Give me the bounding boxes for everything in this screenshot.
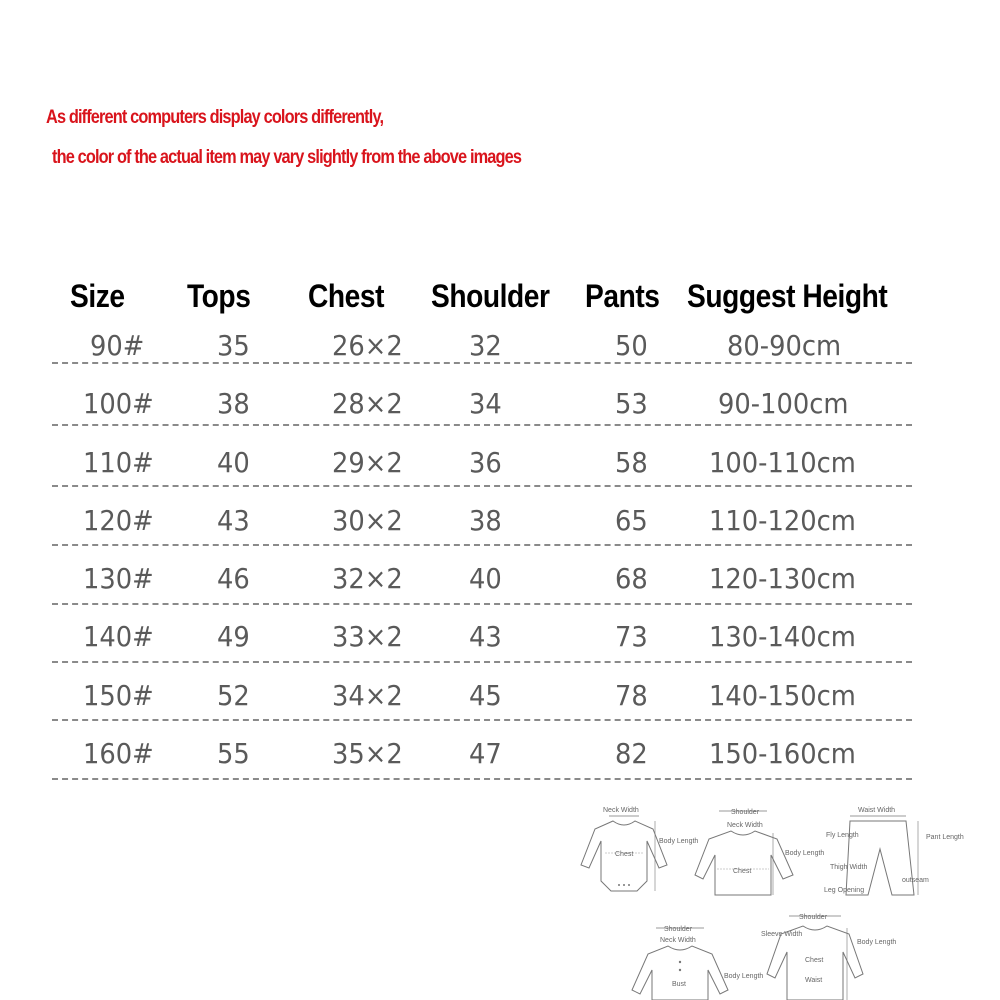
cell-size: 140#	[83, 620, 154, 653]
cell-size: 90#	[90, 329, 145, 362]
cell-tops: 35	[217, 329, 250, 362]
romper-waist-label: Waist	[805, 977, 823, 984]
table-row	[0, 679, 1000, 737]
cell-shoulder: 47	[469, 737, 502, 770]
cell-height: 100-110cm	[709, 446, 856, 479]
cell-chest: 28×2	[332, 387, 403, 420]
cell-height: 140-150cm	[709, 679, 856, 712]
cell-chest: 30×2	[332, 504, 403, 537]
pants-pant-length-label: Pant Length	[926, 834, 964, 841]
top-shoulder-label: Shoulder	[731, 809, 760, 816]
header-tops: Tops	[187, 278, 251, 314]
table-row	[0, 737, 1000, 795]
cell-height: 110-120cm	[709, 504, 856, 537]
cell-shoulder: 40	[469, 562, 502, 595]
cell-pants: 58	[615, 446, 648, 479]
romper-chest-label: Chest	[805, 957, 824, 964]
cell-shoulder: 38	[469, 504, 502, 537]
header-suggest-height: Suggest Height	[687, 278, 888, 314]
bodysuit-chest-label: Chest	[615, 851, 634, 858]
cell-chest: 34×2	[332, 679, 403, 712]
cell-size: 120#	[83, 504, 154, 537]
row-divider	[52, 603, 912, 605]
cell-shoulder: 34	[469, 387, 502, 420]
table-row	[0, 504, 1000, 562]
cell-shoulder: 43	[469, 620, 502, 653]
header-size: Size	[70, 278, 125, 314]
row-divider	[52, 485, 912, 487]
cell-tops: 52	[217, 679, 250, 712]
cell-shoulder: 32	[469, 329, 502, 362]
pants-fly-length-label: Fly Length	[826, 832, 859, 839]
cell-pants: 50	[615, 329, 648, 362]
pants-thigh-width-label: Thigh Width	[830, 864, 868, 871]
cardigan-neck-width-label: Neck Width	[660, 937, 696, 944]
cell-height: 90-100cm	[718, 387, 849, 420]
row-divider	[52, 544, 912, 546]
cardigan-bust-label: Bust	[672, 981, 687, 988]
cell-chest: 33×2	[332, 620, 403, 653]
cell-pants: 68	[615, 562, 648, 595]
table-row	[0, 446, 1000, 504]
bodysuit-body-length-label: Body Length	[659, 838, 699, 845]
cell-shoulder: 45	[469, 679, 502, 712]
romper-diagram	[755, 908, 897, 1000]
romper-body-length-label: Body Length	[857, 939, 897, 946]
cell-height: 130-140cm	[709, 620, 856, 653]
pants-waist-width-label: Waist Width	[858, 807, 896, 814]
header-chest: Chest	[308, 278, 385, 314]
cell-tops: 46	[217, 562, 250, 595]
row-divider	[52, 424, 912, 426]
cell-chest: 35×2	[332, 737, 403, 770]
row-divider	[52, 362, 912, 364]
notice-line-1: As different computers display colors differently,	[46, 107, 384, 128]
pants-diagram	[822, 803, 964, 898]
bodysuit-neck-width-label: Neck Width	[603, 807, 639, 814]
cell-tops: 43	[217, 504, 250, 537]
table-row	[0, 329, 1000, 387]
cell-height: 120-130cm	[709, 562, 856, 595]
bodysuit-diagram	[575, 803, 699, 898]
romper-sleeve-width-label: Sleeve Width	[761, 931, 803, 938]
top-diagram	[695, 803, 825, 898]
cell-pants: 78	[615, 679, 648, 712]
row-divider	[52, 778, 912, 780]
top-body-length-label: Body Length	[785, 850, 825, 857]
cell-size: 130#	[83, 562, 154, 595]
table-row	[0, 620, 1000, 678]
table-row	[0, 562, 1000, 620]
row-divider	[52, 719, 912, 721]
cell-tops: 38	[217, 387, 250, 420]
cell-size: 110#	[83, 446, 154, 479]
top-chest-label: Chest	[733, 868, 752, 875]
cell-chest: 26×2	[332, 329, 403, 362]
cell-pants: 73	[615, 620, 648, 653]
cell-tops: 49	[217, 620, 250, 653]
cell-tops: 55	[217, 737, 250, 770]
cardigan-shoulder-label: Shoulder	[664, 926, 693, 933]
cell-tops: 40	[217, 446, 250, 479]
romper-shoulder-label: Shoulder	[799, 914, 828, 921]
table-row	[0, 387, 1000, 445]
row-divider	[52, 661, 912, 663]
cell-pants: 82	[615, 737, 648, 770]
cell-pants: 53	[615, 387, 648, 420]
cell-size: 160#	[83, 737, 154, 770]
cell-size: 150#	[83, 679, 154, 712]
top-neck-width-label: Neck Width	[727, 822, 763, 829]
pants-outseam-label: outseam	[902, 877, 929, 884]
cell-chest: 32×2	[332, 562, 403, 595]
cell-size: 100#	[83, 387, 154, 420]
cell-pants: 65	[615, 504, 648, 537]
cell-shoulder: 36	[469, 446, 502, 479]
pants-leg-opening-label: Leg Opening	[824, 887, 865, 894]
header-pants: Pants	[585, 278, 660, 314]
notice-line-2: the color of the actual item may vary slightly from the above images	[52, 147, 522, 168]
cardigan-body-length-label: Body Length	[724, 973, 764, 980]
cell-height: 150-160cm	[709, 737, 856, 770]
header-shoulder: Shoulder	[431, 278, 550, 314]
cell-chest: 29×2	[332, 446, 403, 479]
cell-height: 80-90cm	[727, 329, 842, 362]
cardigan-diagram	[628, 920, 764, 1000]
